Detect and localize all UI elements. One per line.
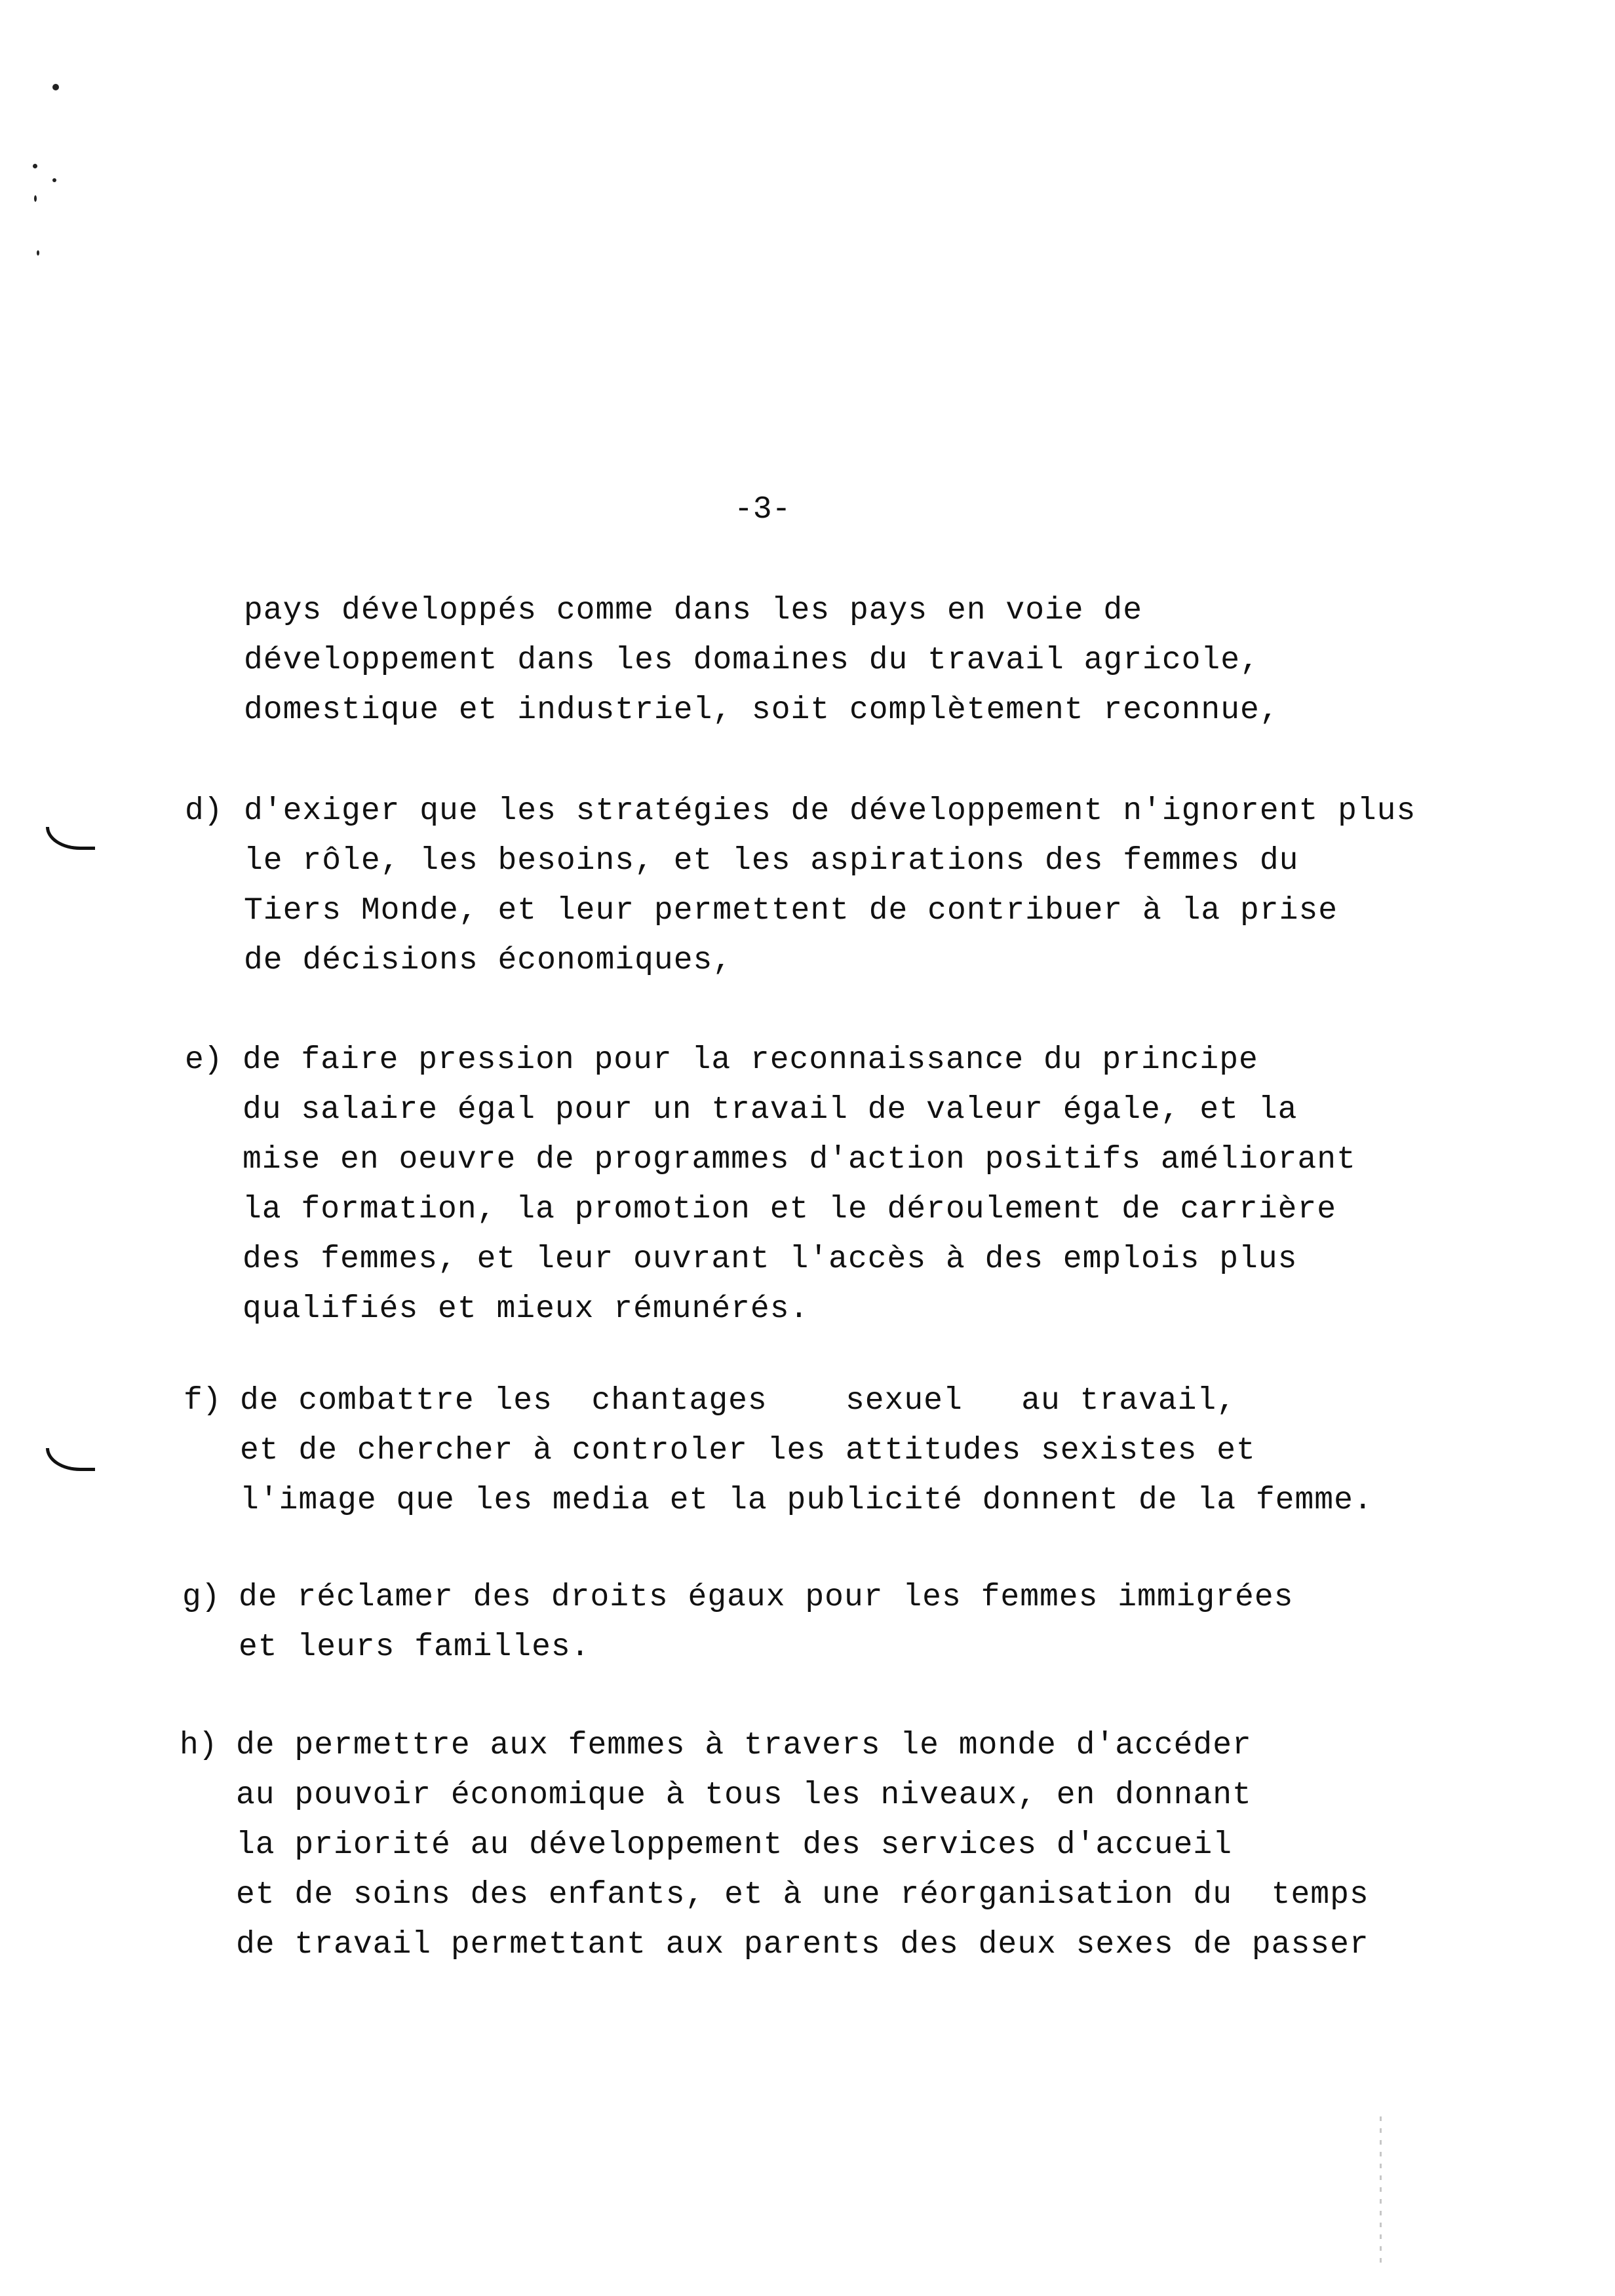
text-line: de décisions économiques, xyxy=(244,943,733,978)
text-line: et de chercher à controler les attitudes sexistes et xyxy=(240,1433,1256,1468)
text-line: et leurs familles. xyxy=(239,1630,591,1665)
text-line: d'exiger que les stratégies de développement n'ignorent plus xyxy=(244,794,1416,829)
text-line: de travail permettant aux parents des deux sexes de passer xyxy=(236,1927,1369,1962)
margin-speck xyxy=(37,250,39,256)
margin-speck xyxy=(52,178,56,182)
item-label: e) xyxy=(185,1043,223,1078)
text-line: l'image que les media et la publicité donnent de la femme. xyxy=(240,1483,1373,1518)
text-line: le rôle, les besoins, et les aspirations des femmes du xyxy=(244,843,1299,879)
page-number: -3- xyxy=(734,492,791,527)
text-line: et de soins des enfants, et à une réorganisation du temps xyxy=(236,1877,1369,1913)
text-line: pays développés comme dans les pays en voie de xyxy=(244,593,1143,628)
text-line: au pouvoir économique à tous les niveaux, en donnant xyxy=(236,1778,1252,1813)
item-label: g) xyxy=(182,1580,220,1615)
text-line: de faire pression pour la reconnaissance du principe xyxy=(243,1043,1258,1078)
text-line: la formation, la promotion et le déroulement de carrière xyxy=(243,1192,1337,1227)
margin-speck xyxy=(34,195,37,202)
text-line: de combattre les chantages sexuel au travail, xyxy=(240,1383,1237,1419)
text-line: des femmes, et leur ouvrant l'accès à des emplois plus xyxy=(243,1242,1298,1277)
text-line: domestique et industriel, soit complètement reconnue, xyxy=(244,693,1279,728)
text-line: mise en oeuvre de programmes d'action positifs améliorant xyxy=(243,1142,1356,1177)
text-line: qualifiés et mieux rémunérés. xyxy=(243,1292,809,1327)
item-label: d) xyxy=(185,794,223,829)
margin-speck xyxy=(33,164,37,168)
item-label: f) xyxy=(184,1383,222,1419)
margin-check-mark-d xyxy=(46,827,95,850)
scan-edge-artifact xyxy=(1380,2116,1382,2267)
margin-speck xyxy=(52,84,59,90)
text-line: la priorité au développement des services d'accueil xyxy=(236,1827,1233,1863)
margin-check-mark-f xyxy=(46,1448,95,1471)
text-line: du salaire égal pour un travail de valeur égale, et la xyxy=(243,1092,1298,1128)
text-line: développement dans les domaines du travail agricole, xyxy=(244,643,1260,678)
item-label: h) xyxy=(180,1728,218,1763)
text-line: de permettre aux femmes à travers le monde d'accéder xyxy=(236,1728,1252,1763)
text-line: de réclamer des droits égaux pour les femmes immigrées xyxy=(239,1580,1294,1615)
text-line: Tiers Monde, et leur permettent de contribuer à la prise xyxy=(244,893,1338,928)
